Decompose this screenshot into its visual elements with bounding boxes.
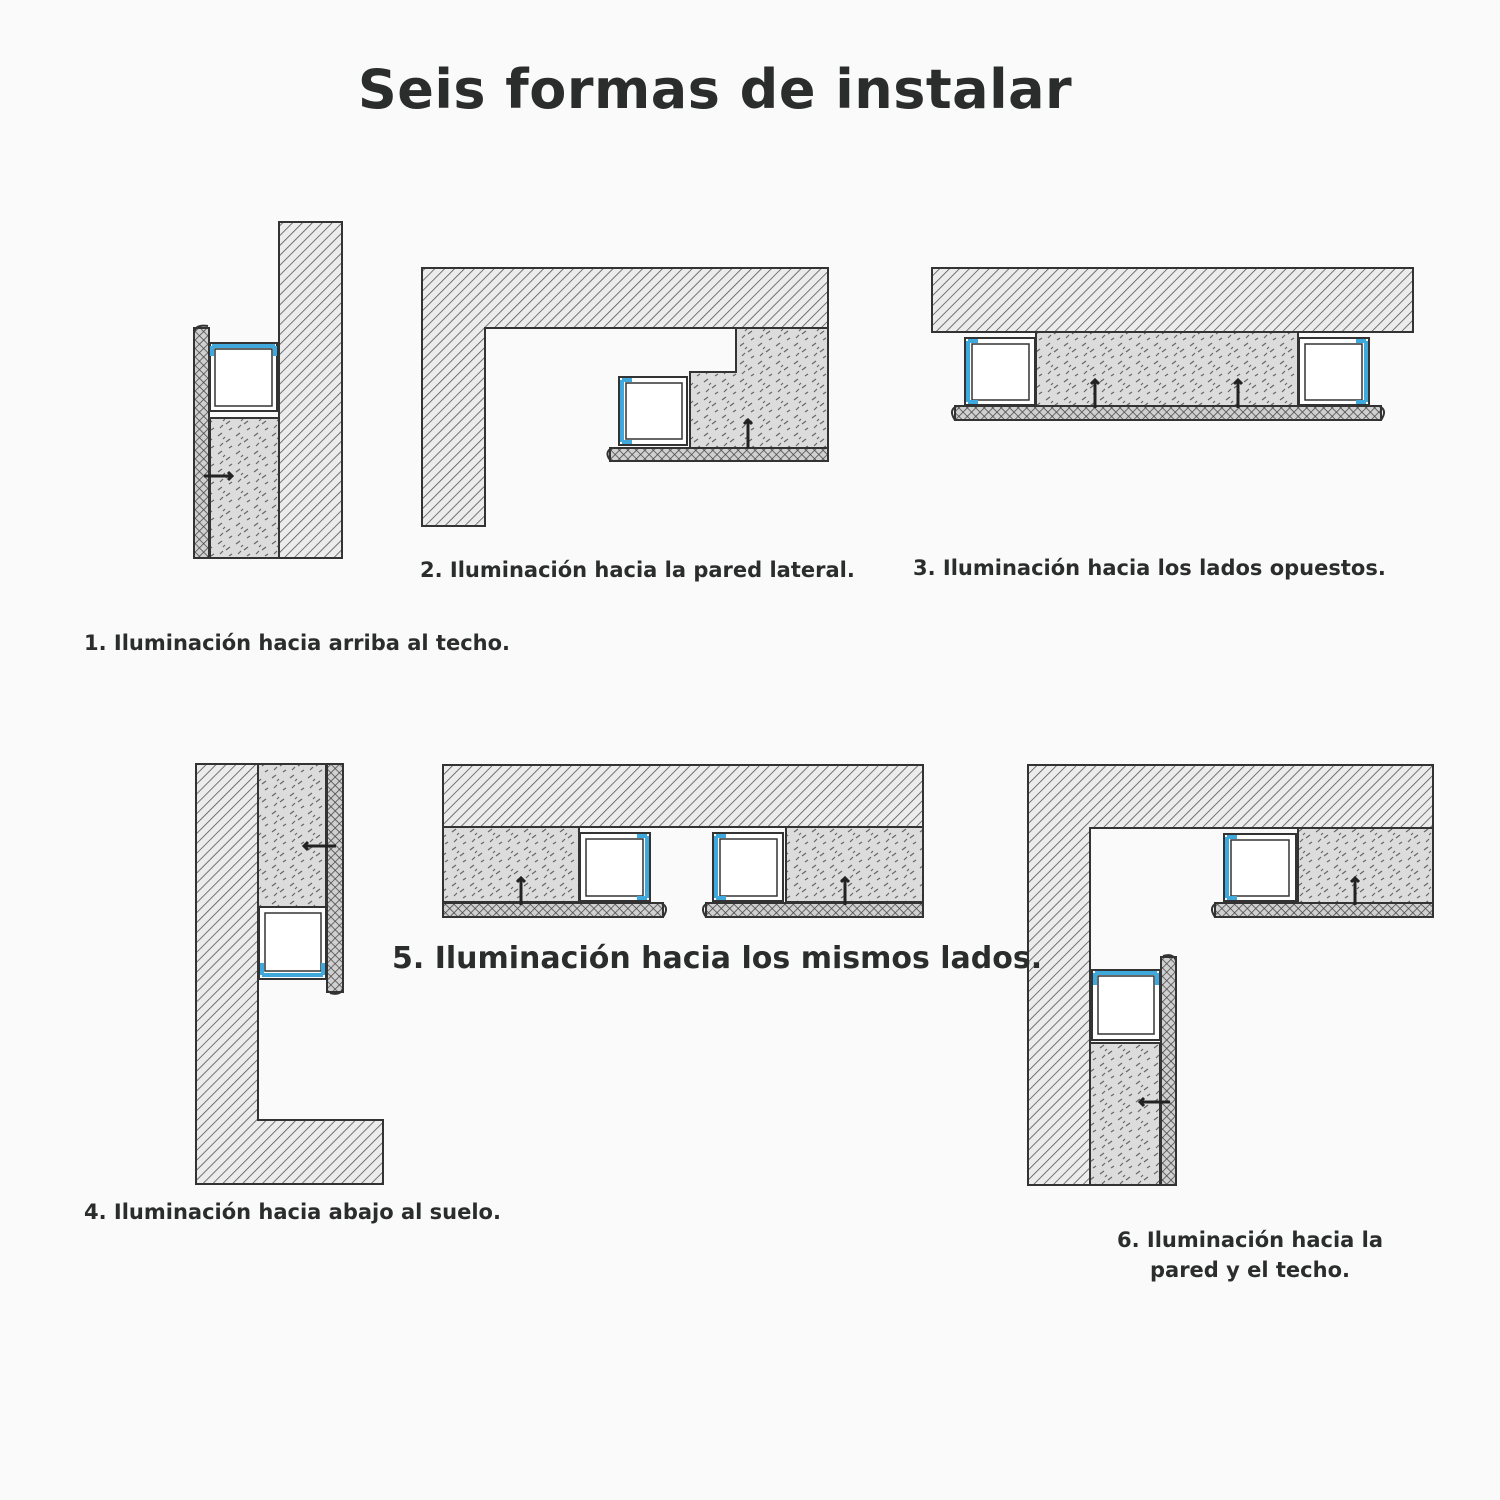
filler-block — [210, 418, 279, 558]
ceiling — [932, 268, 1413, 332]
figure-4-downward-floor — [196, 764, 383, 1184]
led-profile — [619, 377, 687, 445]
ceiling — [443, 765, 923, 827]
filler-block-side — [1090, 1043, 1160, 1185]
trim-panel — [194, 328, 209, 558]
figure-3-opposite-sides — [932, 268, 1413, 420]
led-profile-left — [965, 338, 1035, 405]
led-profile-top — [1224, 834, 1296, 901]
figure-1-upward-ceiling — [194, 222, 342, 558]
caption-6-line-1: 6. Iluminación hacia la — [1116, 1228, 1384, 1252]
caption-4: 4. Iluminación hacia abajo al suelo. — [84, 1200, 501, 1224]
page-title: Seis formas de instalar — [357, 58, 1073, 121]
filler-block-left — [443, 827, 579, 902]
figure-6-wall-and-ceiling — [1028, 765, 1433, 1185]
filler-block — [1036, 332, 1298, 406]
caption-1: 1. Iluminación hacia arriba al techo. — [84, 631, 511, 655]
trim-panel-right — [706, 903, 923, 917]
caption-6-line-2: pared y el techo. — [1150, 1258, 1350, 1282]
trim-panel-side — [1161, 957, 1176, 1185]
caption-5: 5. Iluminación hacia los mismos lados. — [392, 941, 1043, 976]
filler-block-right — [786, 827, 923, 902]
led-profile — [259, 907, 326, 979]
trim-panel — [955, 406, 1381, 420]
trim-panel — [610, 448, 828, 461]
caption-6 — [1090, 1225, 1410, 1285]
led-profile-side — [1092, 970, 1160, 1040]
figure-2-side-wall — [422, 268, 828, 526]
led-profile-right — [1299, 338, 1369, 405]
filler-block — [690, 328, 828, 448]
led-profile-right — [713, 833, 783, 901]
led-profile-left — [580, 833, 650, 901]
trim-panel-top — [1215, 903, 1433, 917]
trim-panel-left — [443, 903, 663, 917]
led-profile — [210, 343, 277, 411]
wall — [279, 222, 342, 558]
caption-2: 2. Iluminación hacia la pared lateral. — [420, 558, 855, 582]
filler-block — [258, 764, 326, 907]
caption-3: 3. Iluminación hacia los lados opuestos. — [913, 556, 1386, 580]
trim-panel — [327, 764, 343, 992]
figure-5-same-sides — [443, 765, 923, 917]
filler-block-top — [1298, 828, 1433, 903]
